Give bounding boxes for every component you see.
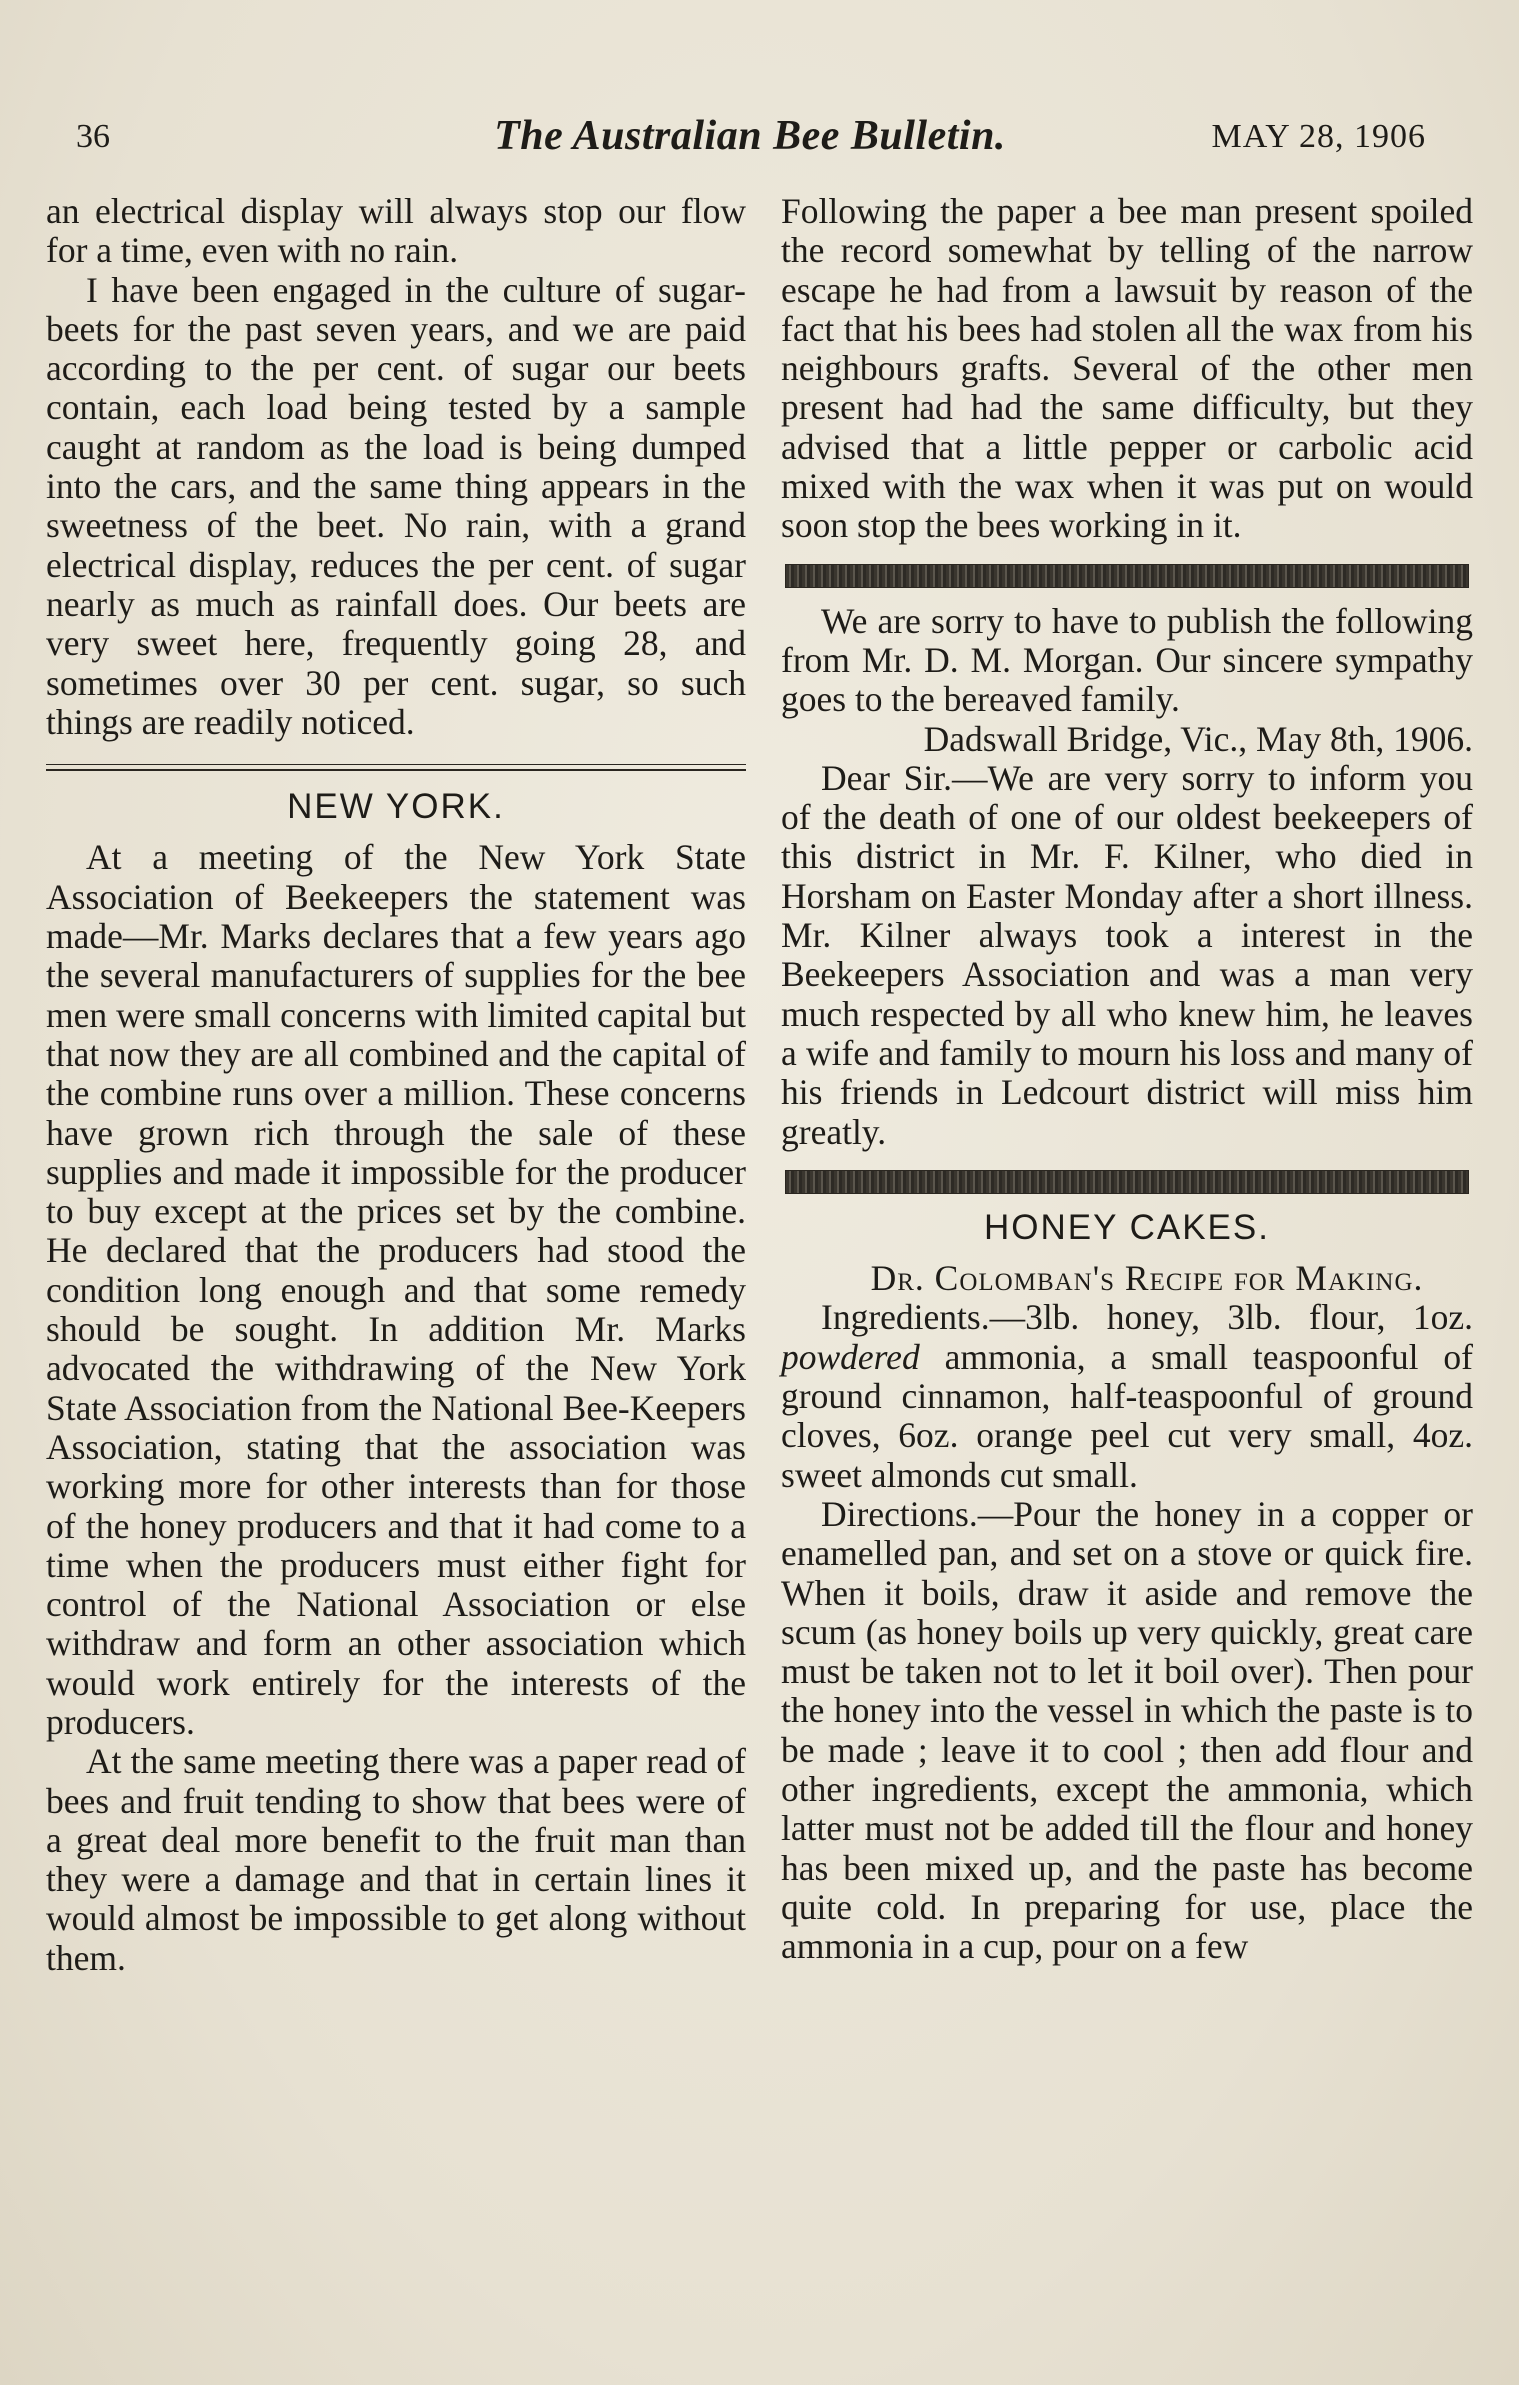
ingredients-text: ammonia, a small teaspoonful of ground cinnamon, half-teaspoonful of ground cloves, 6oz. orange peel cut very small, 4oz. sweet almonds cut small. bbox=[781, 1336, 1473, 1495]
letter-dateline: Dadswall Bridge, Vic., May 8th, 1906. bbox=[923, 718, 1473, 759]
paragraph: At a meeting of the New York State Association of Beekeepers the statement was made—Mr. Marks declares that a few years ago the several manufacturers of supplies for the bee men were small concerns with limited capital but that now they are all combined and the capital of the combine runs over a million. These concerns have grown rich through the sale of these supplies and made it impossible for the producer to buy except at the prices set by the combine. He declared that the producers had stood the condition long enough and that some remedy should be sought. In addition Mr. Marks advocated the withdrawing of the New York State Association from the National Bee-Keepers Association, stating that the association was working more for other interests than for those of the honey producers and that it had come to a time when the producers must either fight for control of the National Association or else withdraw and form an other association which would work entirely for the interests of the producers. bbox=[46, 837, 746, 1742]
page-header bbox=[70, 112, 1430, 172]
paragraph: I have been engaged in the culture of sugar-beets for the past seven years, and we are paid according to the per cent. of sugar our beets contain, each load being tested by a sample caught at random as the load is being dumped into the cars, and the same thing appears in the sweetness of the beet. No rain, with a grand electrical display, reduces the per cent. of sugar nearly as much as rainfall does. Our beets are very sweet here, frequently going 28, and sometimes over 30 per cent. sugar, so such things are readily noticed. bbox=[46, 269, 746, 742]
ornamental-divider bbox=[785, 564, 1469, 588]
paragraph: Following the paper a bee man present spoiled the record somewhat by telling of the narrow escape he had from a lawsuit by reason of the fact that his bees had stolen all the wax from his neighbours grafts. Several of the other men present had had the same difficulty, but they advised that a little pepper or carbolic acid mixed with the wax when it was put on would soon stop the bees working in it. bbox=[781, 191, 1473, 546]
page-number: 36 bbox=[76, 118, 110, 155]
ingredients-emphasis: powdered bbox=[781, 1336, 920, 1377]
paragraph: Dear Sir.—We are very sorry to inform you of the death of one of our oldest beekeepers of this district in Mr. F. Kilner, who died in Horsham on Easter Monday after a short illness. Mr. Kilner always took a interest in the Beekeepers Association and was a man very much respected by all who knew him, he leaves a wife and family to mourn his loss and many of his friends in Ledcourt district will miss him greatly. bbox=[781, 757, 1473, 1152]
paragraph: an electrical display will always stop our flow for a time, even with no rain. bbox=[46, 191, 746, 271]
paragraph-directions: Directions.—Pour the honey in a copper or enamelled pan, and set on a stove or quick fire. When it boils, draw it aside and remove the scum (as honey boils up very quickly, great care must be taken not to let it boil over). Then pour the honey into the vessel in which the paste is to be made ; leave it to cool ; then add flour and other ingredients, except the ammonia, which latter must not be added till the flour and honey has been mixed up, and the paste has become quite cold. In preparing for use, place the ammonia in a cup, pour on a few bbox=[781, 1493, 1473, 1967]
issue-date: MAY 28, 1906 bbox=[1211, 118, 1426, 155]
ornamental-divider bbox=[785, 1170, 1469, 1194]
ingredients-text: Ingredients.—3lb. honey, 3lb. flour, 1oz. bbox=[821, 1297, 1473, 1338]
paragraph: At the same meeting there was a paper read of bees and fruit tending to show that bees were of a great deal more benefit to the fruit man than they were a damage and that in certain lines it would almost be impossible to get along without them. bbox=[46, 1741, 746, 1978]
section-heading-honey-cakes: HONEY CAKES. bbox=[984, 1207, 1270, 1247]
journal-title: The Australian Bee Bulletin. bbox=[494, 113, 1006, 159]
paragraph: We are sorry to have to publish the following from Mr. D. M. Morgan. Our sincere sympathy goes to the bereaved family. bbox=[781, 600, 1473, 720]
paragraph-ingredients bbox=[781, 1298, 1473, 1494]
section-divider bbox=[46, 764, 746, 771]
left-column bbox=[46, 192, 746, 1978]
section-heading-new-york: NEW YORK. bbox=[287, 787, 505, 827]
recipe-subheading: Dr. Colomban's Recipe for Making. bbox=[870, 1258, 1424, 1299]
right-column bbox=[781, 192, 1473, 1966]
